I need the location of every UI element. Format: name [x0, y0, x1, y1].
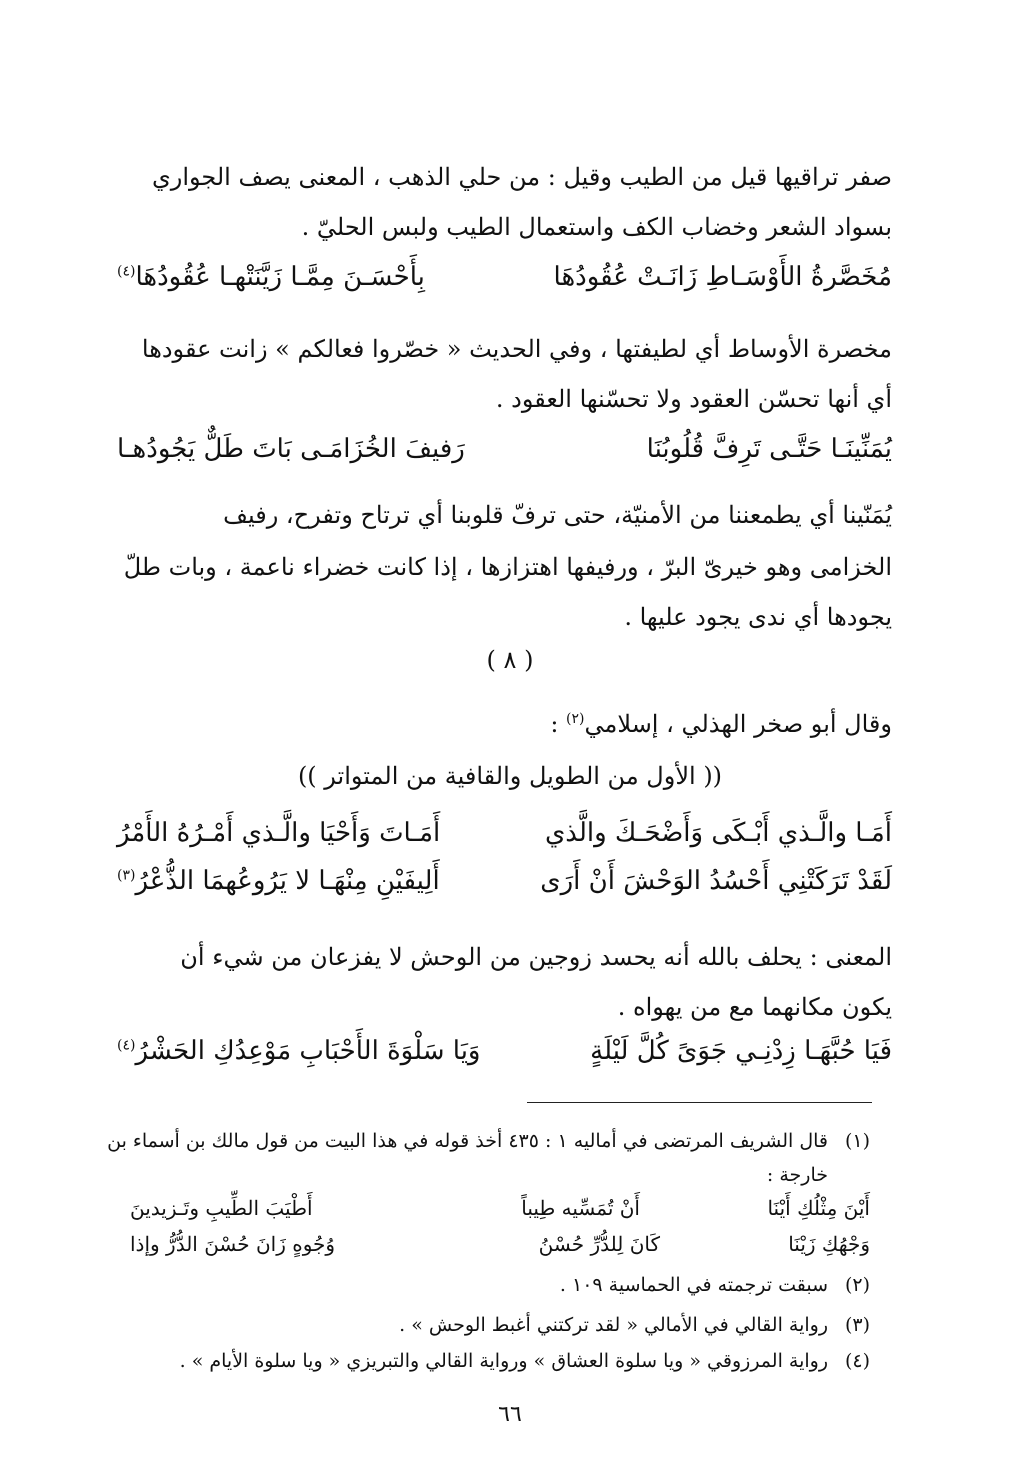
paragraph-line: الخزامى وهو خيرىّ البرّ ، ورفيفها اهتزازها ، إذا كانت خضراء ناعمة ، وبات طلّ: [123, 553, 892, 581]
footnote-divider: [527, 1102, 872, 1103]
verse-part: وُجُوهٍ زَانَ حُسْنَ الدُّرُّ وإذا: [130, 1232, 336, 1256]
verse-second-hemistich: رَفيفَ الخُزَامَـى بَاتَ طَلٌّ يَجُودُهـا: [117, 434, 465, 464]
verse-second-hemistich: أَلِيفَيْنِ مِنْهَـا لا يَرُوعُهمَا الذُّعْرُ$^{(٣)}$: [117, 866, 440, 896]
footnote-continuation: خارجة :: [766, 1164, 828, 1186]
paragraph-line: مخصرة الأوساط أي لطيفتها ، وفي الحديث « خصّروا فعالكم » زانت عقودها: [141, 335, 892, 363]
footnote-marker: (٢): [566, 711, 585, 727]
footnote-verse: [130, 1196, 870, 1230]
page-number: ٦٦: [498, 1402, 522, 1427]
verse-part: أَيْنَ مِثْلُكِ أَيْنَا: [767, 1196, 870, 1220]
paragraph-line: صفر تراقيها قيل من الطيب وقيل : من حلي الذهب ، المعنى يصف الجواري: [151, 163, 892, 191]
verse-first-hemistich: أَمَـا والَّـذي أَبْـكَى وَأَضْحَـكَ والَّذي: [544, 818, 892, 848]
paragraph-line: المعنى : يحلف بالله أنه يحسد زوجين من الوحش لا يفزعان من شيء أن: [180, 943, 892, 971]
verse-line: [117, 434, 892, 478]
verse-part: كَانَ لِلدُّرِّ حُسْنُ: [538, 1232, 660, 1256]
verse-first-hemistich: فَيَا حُبَّهَـا زِدْنِـي جَوَىً كُلَّ لَيْلَةٍ: [590, 1036, 892, 1066]
verse-second-hemistich: أَمَـاتَ وَأَحْيَا والَّـذي أَمْـرُهُ الأَمْرُ: [117, 818, 441, 848]
footnote-1: (١)قال الشريف المرتضى في أماليه ١ : ٤٣٥ أخذ قوله في هذا البيت من قول مالك بن أسماء بن: [130, 1126, 870, 1156]
meter-heading: (( الأول من الطويل والقافية من المتواتر )): [297, 762, 723, 790]
paragraph-line: بسواد الشعر وخضاب الكف واستعمال الطيب ولبس الحليّ .: [301, 213, 892, 241]
footnote-verse: [130, 1232, 870, 1266]
footnote-marker: (٤): [117, 263, 136, 280]
verse-part: وَجْهُكِ زَيْنَا: [788, 1232, 870, 1256]
footnote-3: (٣)رواية القالي في الأمالي « لقد تركتني أغبط الوحش » .: [130, 1310, 870, 1340]
verse-first-hemistich: يُمَنِّينَـا حَتَّـى تَرِفَّ قُلُوبُنَا: [646, 434, 892, 464]
footnote-marker: (٤): [117, 1037, 136, 1054]
verse-second-hemistich: بِأَحْسَـنَ مِمَّـا زَيَّنَتْهـا عُقُودُهَا$^{(٤)}$: [117, 262, 425, 292]
verse-second-hemistich: وَيَا سَلْوَةَ الأَحْبَابِ مَوْعِدُكِ الحَشْرُ$^{(٤)}$: [117, 1036, 481, 1066]
footnote-4: (٤)رواية المرزوقي « ويا سلوة العشاق » ورواية القالي والتبريزي « ويا سلوة الأيام » .: [130, 1346, 870, 1376]
footnote-number: (٣): [844, 1314, 870, 1336]
verse-part: أَطْيَبَ الطِّيبِ وتَـزيدينَ: [130, 1196, 313, 1220]
paragraph-line: يُمَنّينا أي يطمعننا من الأمنيّة، حتى ترفّ قلوبنا أي ترتاح وتفرح، رفيف: [223, 501, 892, 529]
footnote-number: (١): [844, 1130, 870, 1152]
paragraph-line: أي أنها تحسّن العقود ولا تحسّنها العقود .: [495, 385, 892, 413]
paragraph-line: يكون مكانهما مع من يهواه .: [617, 993, 892, 1021]
footnote-marker: (٣): [117, 867, 136, 884]
footnote-number: (٤): [844, 1350, 870, 1372]
section-number: ( ٨ ): [486, 646, 534, 674]
footnote-2: (٢)سبقت ترجمته في الحماسية ١٠٩ .: [130, 1270, 870, 1300]
verse-line: [117, 866, 892, 910]
paragraph-line: يجودها أي ندى يجود عليها .: [624, 603, 892, 631]
verse-first-hemistich: مُخَصَّرةُ الأَوْسَـاطِ زَانَـتْ عُقُودُهَا: [553, 262, 892, 292]
verse-line: [117, 818, 892, 862]
poem-intro: وقال أبو صخر الهذلي ، إسلامي$^{(٢)}$ :: [550, 710, 892, 738]
verse-part: أَنْ تُمَسِّيه طِيباً: [521, 1196, 640, 1220]
verse-line: [117, 262, 892, 306]
verse-line: [117, 1036, 892, 1080]
footnote-number: (٢): [844, 1274, 870, 1296]
verse-first-hemistich: لَقَدْ تَرَكَتْنِي أَحْسُدُ الوَحْشَ أَنْ أَرَى: [540, 866, 892, 896]
